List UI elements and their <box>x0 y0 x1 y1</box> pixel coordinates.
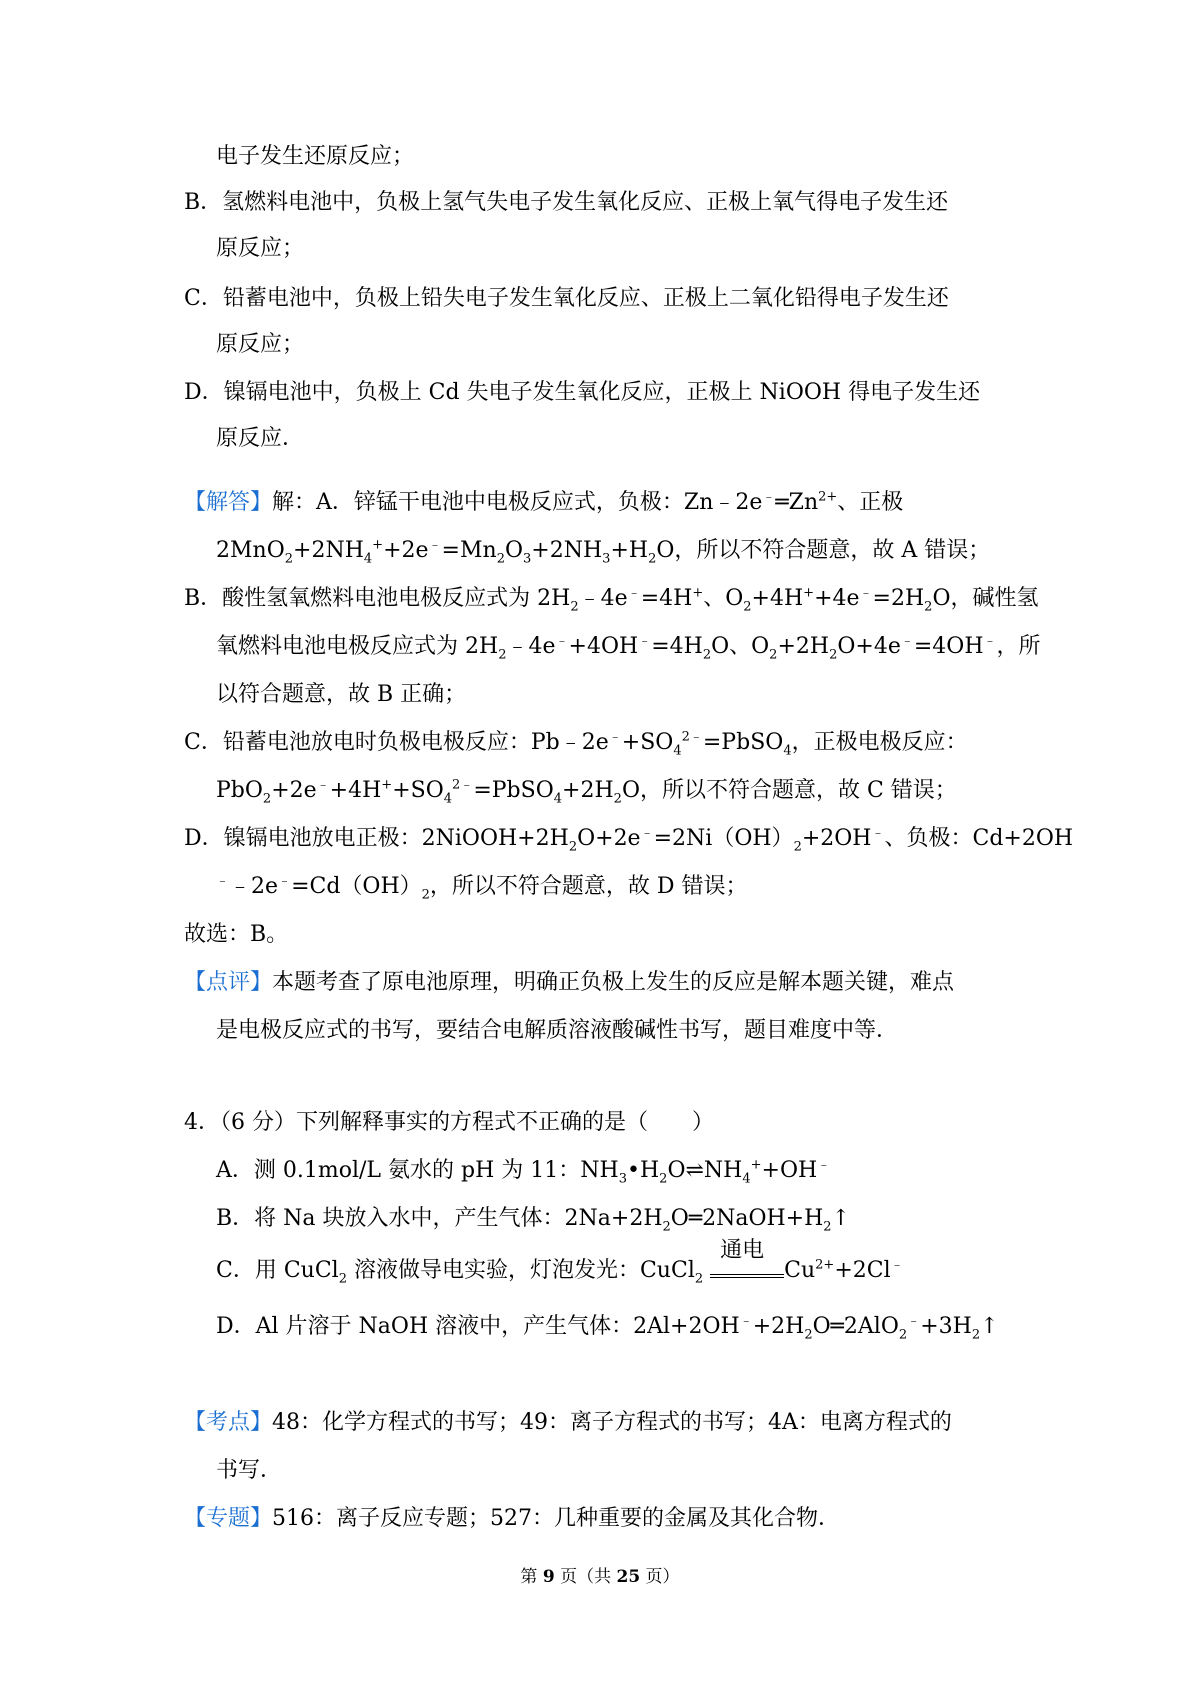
q4-option-d: D．Al 片溶于 NaOH 溶液中，产生气体：$2Al+2OH^﹣+2H_2O═2AlO_2^﹣+3H_2↑$ <box>216 1313 999 1343</box>
answer-line-c1: C．铅蓄电池放电时负极电极反应：$Pb﹣2e^﹣+SO_4^{2﹣}=PbSO_4$，正极电极反应： <box>184 729 968 759</box>
electrolysis-condition: 通电 <box>710 1256 784 1286</box>
q4-option-a: A．测 0.1mol/L 氨水的 pH 为 11：$NH_3•H_2O\rightleftharpoons NH_4^++OH^﹣$ <box>216 1157 831 1187</box>
q3-option-c-line1: C．铅蓄电池中，负极上铅失电子发生氧化反应、正极上二氧化铅得电子发生还 <box>184 286 949 311</box>
kaodian-tag: 【考点】 <box>184 1410 273 1435</box>
answer-line-a1: 【解答】解：A．锌锰干电池中电极反应式，负极：$Zn﹣2e^﹣═Zn^{2+}$、正极 <box>184 489 904 515</box>
answer-choice: 故选：B。 <box>184 922 289 947</box>
q3-option-b-line1: B．氢燃料电池中，负极上氢气失电子发生氧化反应、正极上氧气得电子发生还 <box>184 190 949 215</box>
q4-stem: 4．（6 分）下列解释事实的方程式不正确的是（ ） <box>184 1110 714 1135</box>
answer-line-b1: B．酸性氢氧燃料电池电极反应式为 $2H_2﹣4e^﹣=4H^+$、$O_2+4H^++4e^﹣=2H_2O$，碱性氢 <box>184 585 1039 615</box>
answer-line-d1: D．镍镉电池放电正极：$2NiOOH+2H_2O+2e^﹣=2Ni(OH)_2+2OH^﹣$、负极：Cd+2OH <box>184 825 1074 855</box>
current-page: 9 <box>542 1567 555 1587</box>
page-footer: 第 9 页（共 25 页） <box>520 1567 680 1587</box>
q3-option-a-tail: 电子发生还原反应； <box>216 144 415 169</box>
q3-option-d-line2: 原反应． <box>216 426 305 451</box>
q4-option-b: B．将 Na 块放入水中，产生气体：$2Na+2H_2O═2NaOH+H_2↑$ <box>216 1206 851 1235</box>
q3-option-d-line1: D．镍镉电池中，负极上 Cd 失电子发生氧化反应，正极上 NiOOH 得电子发生还 <box>184 380 981 405</box>
answer-line-a2: $2MnO_2+2NH_4^++2e^﹣=Mn_2O_3+2NH_3+H_2O$，所以不符合题意，故 A 错误； <box>216 537 991 567</box>
q3-option-b-line2: 原反应； <box>216 236 305 261</box>
q4-option-c: C．用 CuCl$_2$ 溶液做导电实验，灯泡发光：CuCl$_2$ 通电 $Cu^{2+}+2Cl^﹣$ <box>216 1238 904 1287</box>
answer-line-d2: $^﹣﹣2e^﹣=Cd(OH)_2$，所以不符合题意，故 D 错误； <box>216 873 748 903</box>
answer-line-c2: $PbO_2+2e^﹣+4H^++SO_4^{2﹣}=PbSO_4+2H_2O$，所以不符合题意，故 C 错误； <box>216 777 957 807</box>
zhuanti-tag: 【专题】 <box>184 1506 273 1531</box>
answer-tag: 【解答】 <box>184 490 273 515</box>
kaodian-line1: 【考点】48：化学方程式的书写；49：离子方程式的书写；4A：电离方程式的 <box>184 1410 952 1435</box>
comment-line2: 是电极反应式的书写，要结合电解质溶液酸碱性书写，题目难度中等． <box>216 1018 899 1043</box>
zhuanti-line: 【专题】516：离子反应专题；527：几种重要的金属及其化合物． <box>184 1506 840 1531</box>
answer-line-b2: 氧燃料电池电极反应式为 $2H_2﹣4e^﹣+4OH^﹣=4H_2O$、$O_2+2H_2O+4e^﹣=4OH^﹣$，所 <box>216 633 1041 663</box>
comment-tag: 【点评】 <box>184 970 273 995</box>
q3-option-c-line2: 原反应； <box>216 332 305 357</box>
total-pages: 25 <box>616 1567 641 1587</box>
kaodian-line2: 书写． <box>216 1458 283 1483</box>
answer-line-b3: 以符合题意，故 B 正确； <box>216 682 467 707</box>
comment-line1: 【点评】本题考查了原电池原理，明确正负极上发生的反应是解本题关键，难点 <box>184 970 955 995</box>
